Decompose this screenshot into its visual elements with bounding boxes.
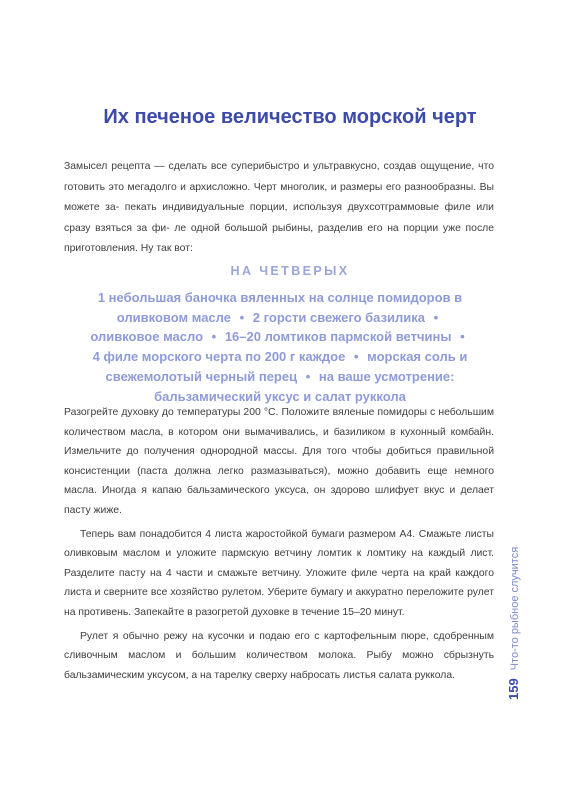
section-name: Что-то рыбное случится — [509, 546, 521, 671]
ingredient-item: на ваше усмотрение: бальзамический уксус и салат руккола — [154, 368, 455, 404]
ingredient-item: оливковое масло — [90, 329, 204, 345]
bullet-separator: • — [433, 309, 439, 325]
recipe-title: Их печеное величество морской черт — [103, 106, 477, 128]
page-footer — [504, 520, 524, 700]
bullet-separator: • — [211, 329, 217, 345]
intro-line: это мегадолго и архисложно. Черт многолик, и размеры его разнообразны. Вы можете за- — [64, 181, 495, 213]
footer-rotated-text — [504, 547, 525, 700]
servings-heading: НА ЧЕТВЕРЫХ — [230, 264, 350, 278]
ingredient-item: 4 филе морского черта по 200 г каждое — [92, 349, 346, 365]
bullet-separator: • — [353, 349, 359, 365]
ingredient-item: 16–20 ломтиков пармской ветчины — [224, 329, 452, 345]
ingredients-list — [90, 288, 470, 406]
bullet-separator: • — [239, 309, 245, 325]
intro-line: ле одной большой рыбины, разделив его на порции уже после приготовления. Ну так вот: — [64, 222, 494, 254]
ingredient-item: 1 небольшая баночка вяленных на солнце помидоров в оливковом масле — [97, 290, 463, 325]
ingredient-item: 2 горсти свежего базилика — [252, 309, 426, 325]
bullet-separator: • — [460, 329, 465, 345]
intro-line: пекать индивидуальные порции, используя двухсотграммовые филе или сразу взяться за фи- — [64, 202, 494, 234]
intro-paragraph — [64, 157, 494, 260]
ingredient-item: морская соль и свежемолотый черный перец — [105, 349, 468, 384]
intro-line: Замысел рецепта — сделать все суперибыстро и ультравкусно, создав ощущение, что готовить — [64, 161, 494, 193]
method-paragraph: Разогрейте духовку до температуры 200 °С. Положите вяленые помидоры с небольшим количеством масла, в котором они вымачивались, и базиликом в кухонный комбайн. Измельчите до получения однородной массы. Для того чтобы добиться правильной консистенции (паста должна легко размазываться), можно добавить еще немного масла. Иногда я капаю бальзамического уксуса, он здорово шлифует вкус и делает пасту жиже. — [64, 407, 494, 516]
page-number: 159 — [506, 678, 521, 700]
method-paragraph: Теперь вам понадобится 4 листа жаростойкой бумаги размером А4. Смажьте листы оливковым маслом и уложите пармскую ветчину ломтик к ломтику на каждый лист. Разделите пасту на 4 части и смажьте ветчину. Уложите филе черта на край каждого листа и сверните все хозяйство рулетом. Уберите бумагу и аккуратно переложите рулет на противень. Запекайте в разогретой духовке в течение 15–20 минут. — [64, 528, 494, 618]
method-section — [64, 403, 494, 685]
bullet-separator: • — [305, 368, 311, 384]
method-paragraph: Рулет я обычно режу на кусочки и подаю его с картофельным пюре, сдобренным сливочным маслом и большим количеством молока. Рыбу можно сбрызнуть бальзамическим уксусом, а на тарелку сверху набросать листья салата руккола. — [64, 630, 494, 681]
